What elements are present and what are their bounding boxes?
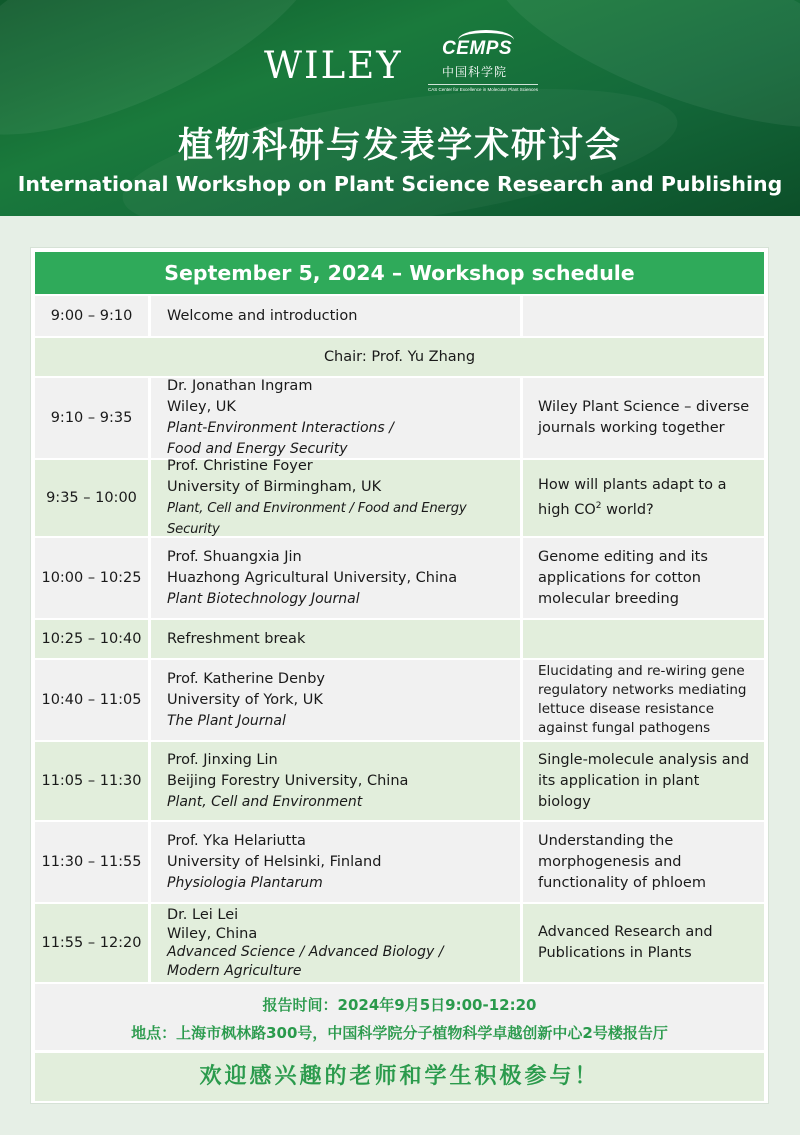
speaker-journal: Plant-Environment Interactions / bbox=[167, 420, 394, 436]
welcome-message: 欢迎感兴趣的老师和学生积极参与！ bbox=[35, 1053, 764, 1101]
speaker-affiliation: University of York, UK bbox=[167, 691, 323, 708]
schedule-card bbox=[31, 248, 768, 1103]
speaker-journal: Plant, Cell and Environment / Food and Energy Security bbox=[167, 501, 467, 537]
topic-cell: Advanced Research and Publications in Plants bbox=[523, 904, 764, 982]
cemps-logo-name: CEMPS bbox=[442, 38, 513, 59]
speaker-cell bbox=[151, 378, 520, 458]
speaker-name: Dr. Jonathan Ingram bbox=[167, 378, 313, 394]
speaker-journal: Advanced Science / Advanced Biology / bbox=[167, 944, 444, 960]
topic-cell bbox=[523, 460, 764, 536]
speaker-name: Prof. Yka Helariutta bbox=[167, 832, 306, 849]
speaker-journal: The Plant Journal bbox=[167, 712, 286, 729]
schedule-row bbox=[35, 742, 764, 820]
schedule-title: September 5, 2024 – Workshop schedule bbox=[35, 252, 764, 294]
time-cell: 10:00 – 10:25 bbox=[35, 538, 148, 618]
topic-text-post: world? bbox=[601, 501, 654, 518]
topic-superscript: 2 bbox=[595, 501, 602, 512]
time-cell: 9:00 – 9:10 bbox=[35, 296, 148, 336]
speaker-affiliation: Beijing Forestry University, China bbox=[167, 772, 409, 789]
speaker-cell bbox=[151, 460, 520, 536]
speaker-journal: Plant, Cell and Environment bbox=[167, 793, 363, 810]
speaker-journal: Plant Biotechnology Journal bbox=[167, 590, 360, 607]
wiley-logo: WILEY bbox=[264, 44, 403, 87]
topic-cell bbox=[523, 620, 764, 658]
topic-text bbox=[538, 475, 752, 521]
speaker-cell bbox=[151, 904, 520, 982]
topic-cell: Single-molecule analysis and its application in plant biology bbox=[523, 742, 764, 820]
speaker-affiliation: Huazhong Agricultural University, China bbox=[167, 569, 458, 586]
topic-cell: Elucidating and re-wiring gene regulatory networks mediating lettuce disease resistance against fungal pathogens bbox=[523, 660, 764, 740]
speaker-cell bbox=[151, 660, 520, 740]
schedule-row bbox=[35, 296, 764, 336]
speaker-journal: Food and Energy Security bbox=[167, 441, 348, 457]
schedule-row bbox=[35, 822, 764, 902]
schedule-row bbox=[35, 904, 764, 982]
schedule-row bbox=[35, 378, 764, 458]
speaker-cell bbox=[151, 822, 520, 902]
speaker-affiliation: Wiley, China bbox=[167, 925, 258, 942]
schedule-row bbox=[35, 460, 764, 536]
topic-cell: Genome editing and its applications for cotton molecular breeding bbox=[523, 538, 764, 618]
topic-text-pre: How will plants adapt to a high CO bbox=[538, 477, 727, 518]
time-cell: 9:35 – 10:00 bbox=[35, 460, 148, 536]
time-cell: 11:30 – 11:55 bbox=[35, 822, 148, 902]
speaker-cell bbox=[151, 296, 520, 336]
speaker-journal: Physiologia Plantarum bbox=[167, 874, 323, 891]
time-cell: 10:25 – 10:40 bbox=[35, 620, 148, 658]
cemps-divider bbox=[428, 84, 538, 85]
speaker-cell bbox=[151, 538, 520, 618]
schedule-row bbox=[35, 538, 764, 618]
speaker-name: Prof. Jinxing Lin bbox=[167, 751, 278, 768]
event-time: 报告时间：2024年9月5日9:00-12:20 bbox=[262, 996, 537, 1014]
speaker-affiliation: University of Helsinki, Finland bbox=[167, 853, 382, 870]
schedule-row bbox=[35, 660, 764, 740]
speaker-name: Prof. Christine Foyer bbox=[167, 458, 313, 474]
speaker-affiliation: University of Birmingham, UK bbox=[167, 479, 382, 495]
session-label: Welcome and introduction bbox=[167, 307, 358, 324]
speaker-affiliation: Wiley, UK bbox=[167, 399, 236, 415]
time-cell: 11:05 – 11:30 bbox=[35, 742, 148, 820]
speaker-name: Dr. Lei Lei bbox=[167, 907, 239, 923]
page-title-en: International Workshop on Plant Science Research and Publishing bbox=[17, 172, 783, 196]
cemps-logo-cn: 中国科学院 bbox=[442, 65, 508, 79]
chair-row bbox=[35, 338, 764, 376]
header-banner bbox=[0, 0, 800, 216]
speaker-name: Prof. Shuangxia Jin bbox=[167, 548, 302, 565]
topic-cell: Understanding the morphogenesis and functionality of phloem bbox=[523, 822, 764, 902]
cemps-logo-en: CAS Center for Excellence in Molecular Plant Sciences bbox=[428, 87, 538, 92]
page-title-cn: 植物科研与发表学术研讨会 bbox=[177, 126, 622, 166]
time-cell: 10:40 – 11:05 bbox=[35, 660, 148, 740]
time-cell: 9:10 – 9:35 bbox=[35, 378, 148, 458]
cemps-logo bbox=[428, 30, 538, 100]
event-venue: 地点：上海市枫林路300号，中国科学院分子植物科学卓越创新中心2号楼报告厅 bbox=[131, 1024, 668, 1042]
session-label: Refreshment break bbox=[167, 630, 306, 647]
topic-cell bbox=[523, 296, 764, 336]
event-info bbox=[35, 984, 764, 1050]
speaker-name: Prof. Katherine Denby bbox=[167, 670, 325, 687]
speaker-cell bbox=[151, 742, 520, 820]
time-cell: 11:55 – 12:20 bbox=[35, 904, 148, 982]
speaker-journal: Modern Agriculture bbox=[167, 962, 302, 979]
schedule-row bbox=[35, 620, 764, 658]
chair-label: Chair: Prof. Yu Zhang bbox=[35, 338, 764, 376]
topic-cell: Wiley Plant Science – diverse journals working together bbox=[523, 378, 764, 458]
speaker-cell bbox=[151, 620, 520, 658]
